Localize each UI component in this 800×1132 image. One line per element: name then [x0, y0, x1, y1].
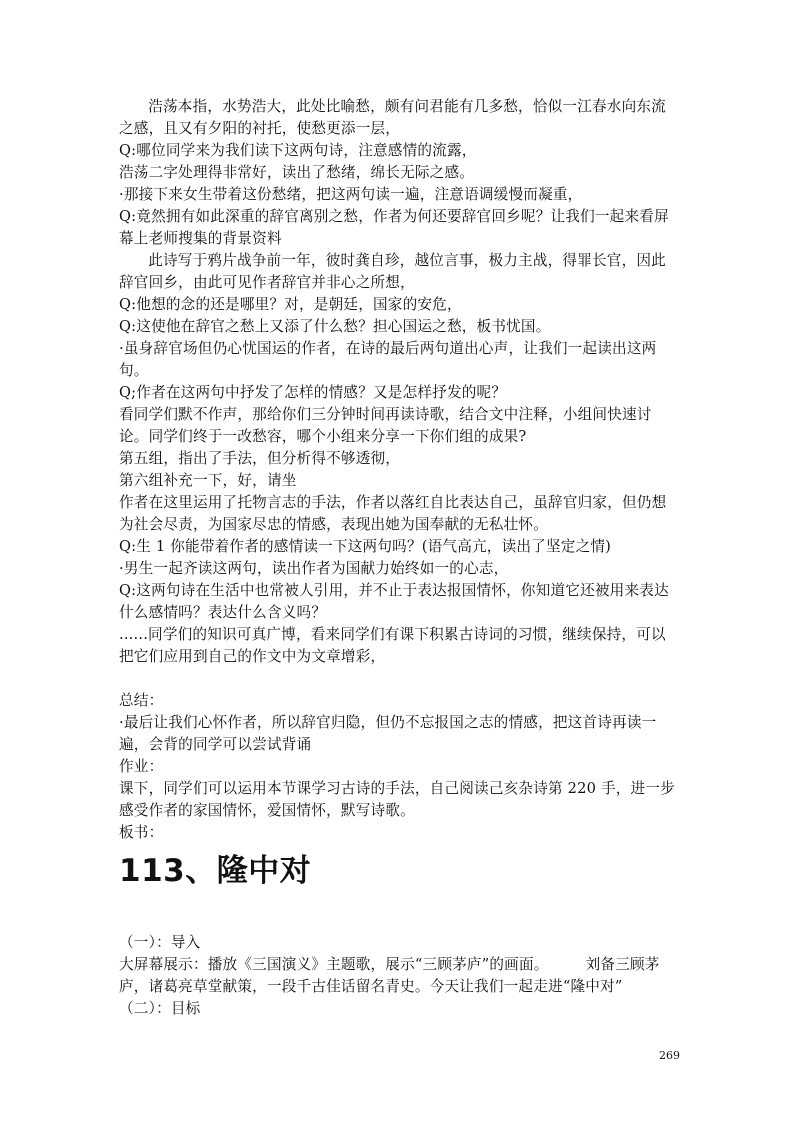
paragraph: 浩荡二字处理得非常好，读出了愁绪，绵长无际之感。	[119, 164, 475, 181]
paragraph: ·虽身辞官场但仍心忧国运的作者，在诗的最后两句道出心声，让我们一起读出这两句。	[119, 340, 657, 379]
paragraph: Q;作者在这两句中抒发了怎样的情感？又是怎样抒发的呢？	[119, 384, 507, 401]
summary-heading: 总结：	[119, 692, 164, 709]
paragraph: 浩荡本指，水势浩大，此处比喻愁，颇有问君能有几多愁，恰似一江春水向东流之感，且又有夕阳的衬托，使愁更添一层，	[119, 98, 666, 137]
paragraph: Q:他想的念的还是哪里？对，是朝廷，国家的安危，	[119, 296, 462, 313]
paragraph: 课下，同学们可以运用本节课学习古诗的手法，自己阅读己亥杂诗第 220 手，进一步感受作者的家国情怀，爱国情怀，默写诗歌。	[119, 780, 675, 819]
paragraph: ·那接下来女生带着这份愁绪，把这两句读一遍，注意语调缓慢而凝重，	[119, 186, 583, 203]
lesson-text-block	[119, 96, 679, 844]
paragraph: 第六组补充一下，好，请坐	[119, 472, 297, 489]
paragraph: ......同学们的知识可真广博，看来同学们有课下积累古诗词的习惯，继续保持，可以把它们应用到自己的作文中为文章增彩，	[119, 626, 666, 665]
paragraph: Q:这使他在辞官之愁上又添了什么愁？担心国运之愁，板书忧国。	[119, 318, 551, 335]
homework-heading: 作业：	[119, 758, 164, 775]
section-intro-block	[119, 932, 679, 1020]
subheading: （二）：目标	[119, 1000, 201, 1017]
paragraph: Q:生 1 你能带着作者的感情读一下这两句吗？(语气高亢，读出了坚定之情)	[119, 538, 612, 555]
section-title: 113、隆中对	[119, 853, 312, 889]
paragraph: ·男生一起齐读这两句，读出作者为国献力始终如一的心志，	[119, 560, 509, 577]
blackboard-heading: 板书：	[119, 824, 164, 841]
paragraph: Q:这两句诗在生活中也常被人引用，并不止于表达报国情怀，你知道它还被用来表达什么感情吗？表达什么含义吗？	[119, 582, 669, 621]
paragraph: 作者在这里运用了托物言志的手法，作者以落红自比表达自己，虽辞官归家，但仍想为社会尽责，为国家尽忠的情感，表现出她为国奉献的无私壮怀。	[119, 494, 667, 533]
paragraph: 此诗写于鸦片战争前一年，彼时龚自珍，越位言事，极力主战，得罪长官，因此辞官回乡，由此可见作者辞官并非心之所想，	[119, 252, 666, 291]
paragraph: 看同学们默不作声，那给你们三分钟时间再读诗歌，结合文中注释，小组间快速讨论。同学们终于一改愁容，哪个小组来分享一下你们组的成果?	[119, 406, 652, 445]
paragraph: ·最后让我们心怀作者，所以辞官归隐，但仍不忘报国之志的情感，把这首诗再读一遍，会背的同学可以尝试背诵	[119, 714, 657, 753]
paragraph-gap	[119, 668, 679, 690]
page-number: 269	[659, 1049, 680, 1062]
paragraph: 大屏幕展示：播放《三国演义》主题歌，展示“三顾茅庐”的画面。 刘备三顾茅庐，诸葛亮草堂献策，一段千古佳话留名青史。今天让我们一起走进“隆中对”	[119, 956, 660, 995]
paragraph: Q:哪位同学来为我们读下这两句诗，注意感情的流露，	[119, 142, 477, 159]
paragraph: 第五组，指出了手法，但分析得不够透彻，	[119, 450, 401, 467]
subheading: （一）：导入	[119, 934, 201, 951]
paragraph: Q:竟然拥有如此深重的辞官离别之愁，作者为何还要辞官回乡呢？让我们一起来看屏幕上老师搜集的背景资料	[119, 208, 669, 247]
